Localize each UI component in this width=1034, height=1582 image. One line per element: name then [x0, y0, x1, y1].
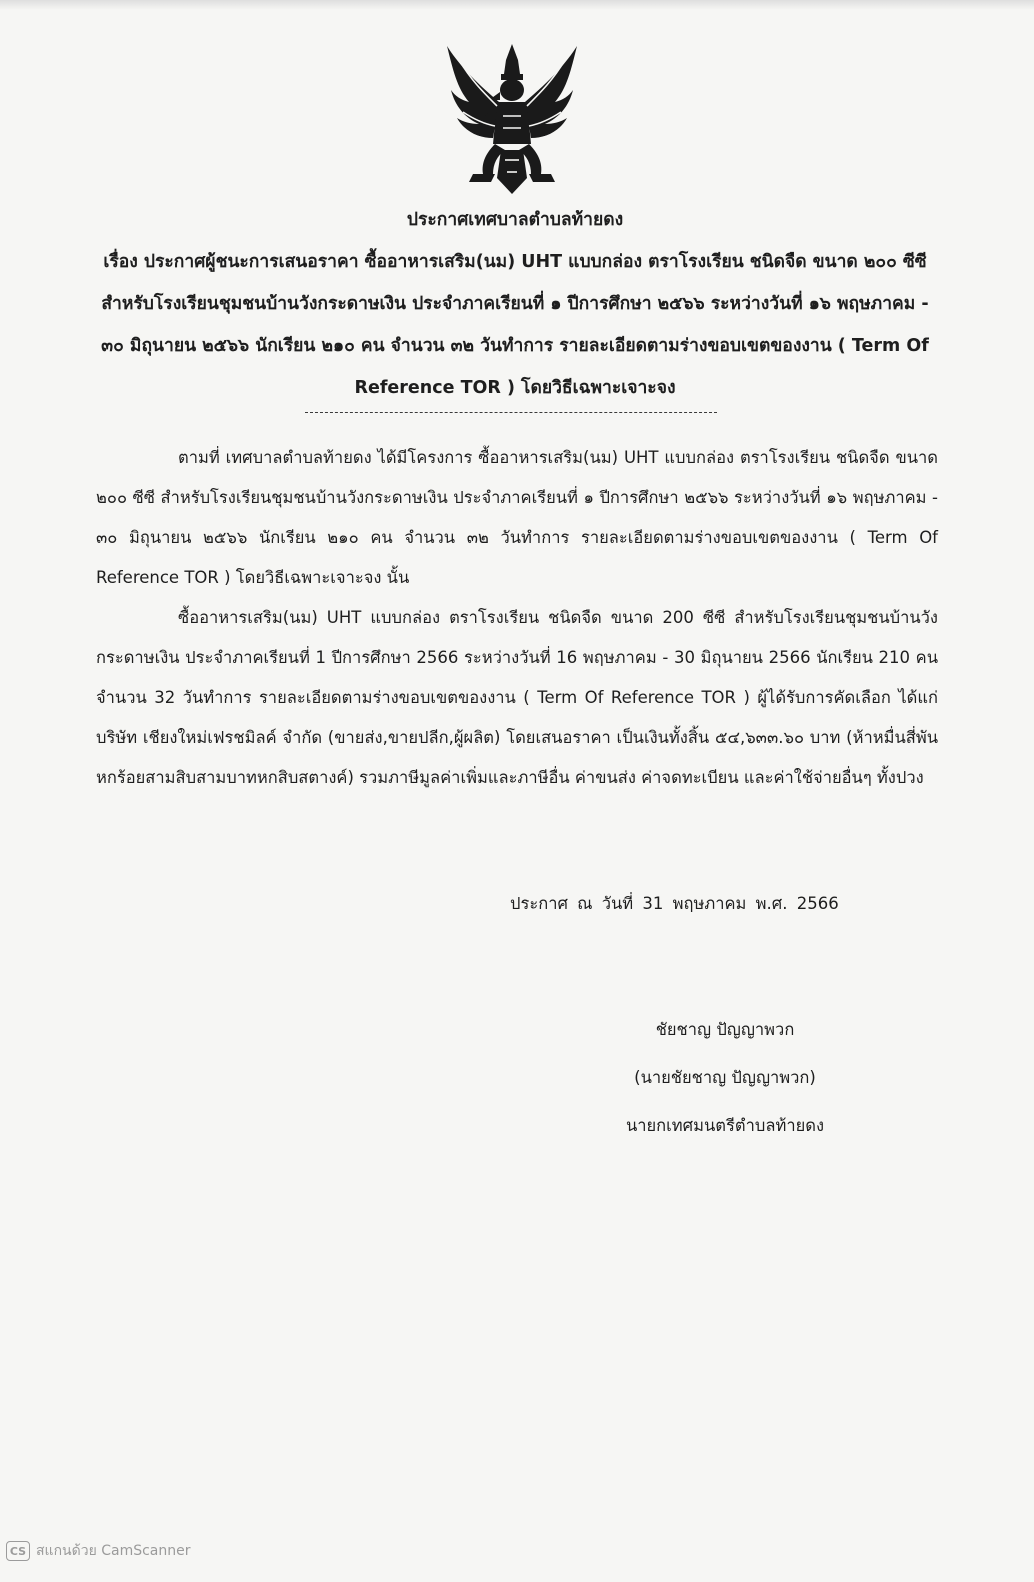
announcement-date: ประกาศ ณ วันที่ 31 พฤษภาคม พ.ศ. 2566 — [510, 894, 839, 913]
dashed-divider — [305, 412, 717, 413]
signature-block — [600, 1006, 850, 1150]
body-paragraph: ซื้ออาหารเสริม(นม) UHT แบบกล่อง ตราโรงเรียน ชนิดจืด ขนาด 200 ซีซี สำหรับโรงเรียนชุมชนบ้านวังกระดาษเงิน ประจำภาคเรียนที่ 1 ปีการศึกษา 2566 ระหว่างวันที่ 16 พฤษภาคม - 30 มิถุนายน 2566 นักเรียน 210 คน จำนวน 32 วันทำการ รายละเอียดตามร่างขอบเขตของงาน ( Term Of Reference TOR ) ผู้ได้รับการคัดเลือก ได้แก่ บริษัท เชียงใหม่เฟรชมิลค์ จำกัด (ขายส่ง,ขายปลีก,ผู้ผลิต) โดยเสนอราคา เป็นเงินทั้งสิ้น ๕๔,๖๓๓.๖๐ บาท (ห้าหมื่นสี่พันหกร้อยสามสิบสามบาทหกสิบสตางค์) รวมภาษีมูลค่าเพิ่มและภาษีอื่น ค่าขนส่ง ค่าจดทะเบียน และค่าใช้จ่ายอื่นๆ ทั้งปวง — [96, 608, 938, 787]
signature-name: ชัยชาญ ปัญญาพวก — [655, 1020, 795, 1039]
signature-full-name: (นายชัยชาญ ปัญญาพวก) — [634, 1068, 816, 1087]
camscanner-logo-icon: CS — [6, 1541, 30, 1561]
camscanner-text: สแกนด้วย CamScanner — [36, 1543, 191, 1559]
signature-position: นายกเทศมนตรีตำบลท้ายดง — [625, 1116, 825, 1135]
garuda-emblem-icon — [443, 40, 581, 198]
camscanner-watermark — [6, 1538, 191, 1564]
body-paragraph: ตามที่ เทศบาลตำบลท้ายดง ได้มีโครงการ ซื้ออาหารเสริม(นม) UHT แบบกล่อง ตราโรงเรียน ชนิดจืด ขนาด ๒๐๐ ซีซี สำหรับโรงเรียนชุมชนบ้านวังกระดาษเงิน ประจำภาคเรียนที่ ๑ ปีการศึกษา ๒๕๖๖ ระหว่างวันที่ ๑๖ พฤษภาคม - ๓๐ มิถุนายน ๒๕๖๖ นักเรียน ๒๑๐ คน จำนวน ๓๒ วันทำการ รายละเอียดตามร่างขอบเขตของงาน ( Term Of Reference TOR ) โดยวิธีเฉพาะเจาะจง นั้น — [96, 448, 938, 587]
scan-top-edge — [0, 0, 1034, 10]
document-body — [96, 438, 938, 798]
document-subject: เรื่อง ประกาศผู้ชนะการเสนอราคา ซื้ออาหารเสริม(นม) UHT แบบกล่อง ตราโรงเรียน ชนิดจืด ขนาด ๒๐๐ ซีซี สำหรับโรงเรียนชุมชนบ้านวังกระดาษเงิน ประจำภาคเรียนที่ ๑ ปีการศึกษา ๒๕๖๖ ระหว่างวันที่ ๑๖ พฤษภาคม - ๓๐ มิถุนายน ๒๕๖๖ นักเรียน ๒๑๐ คน จำนวน ๓๒ วันทำการ รายละเอียดตามร่างขอบเขตของงาน ( Term Of Reference TOR ) โดยวิธีเฉพาะเจาะจง — [101, 252, 929, 398]
document-title: ประกาศเทศบาลตำบลท้ายดง — [406, 210, 624, 230]
announcement-header — [90, 199, 940, 409]
